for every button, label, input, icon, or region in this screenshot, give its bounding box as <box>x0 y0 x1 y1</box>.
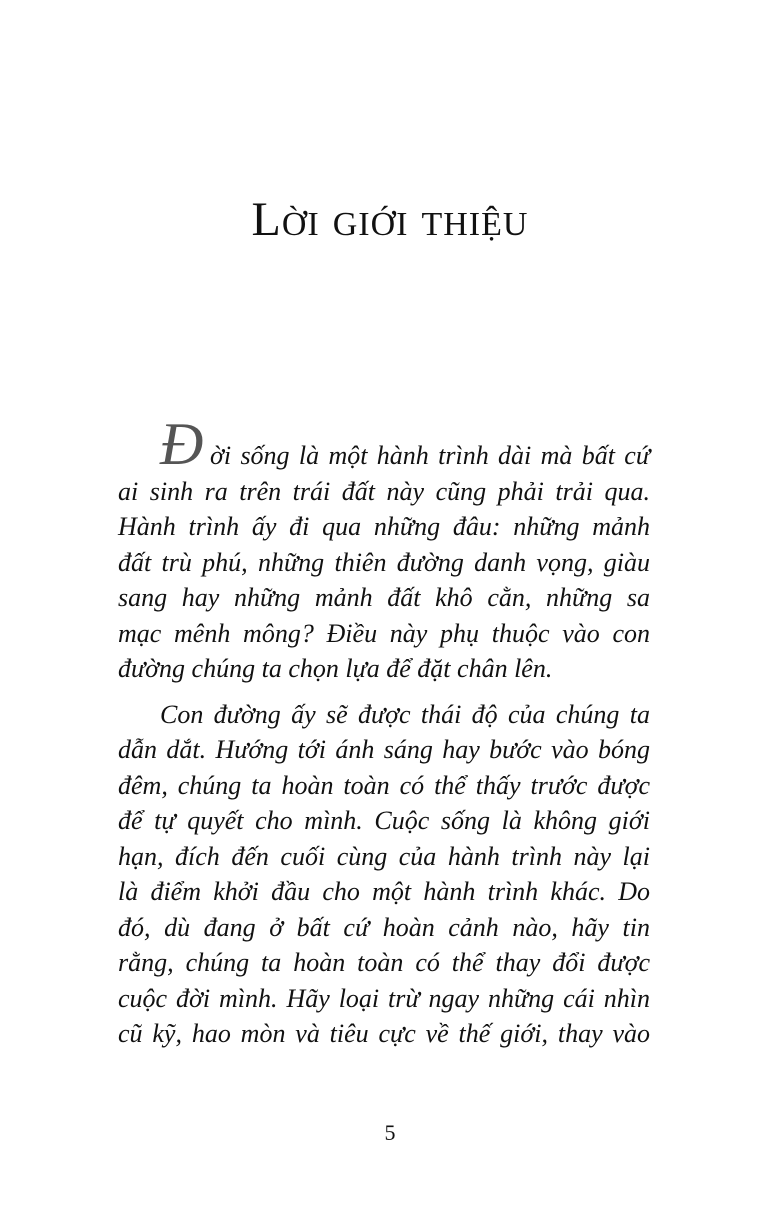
paragraph-1-line: ời sống là một hành trình dài mà bất cứ <box>210 441 650 470</box>
paragraph-1-line: đất trù phú, những thiên đường danh vọng, giàu <box>118 547 650 577</box>
paragraph-1-line: đường chúng ta chọn lựa để đặt chân lên. <box>118 654 553 683</box>
paragraph-2-line: cũ kỹ, hao mòn và tiêu cực về thế giới, thay vào <box>118 1019 650 1048</box>
paragraph-1 <box>118 412 650 687</box>
chapter-title: Lời giới thiệu <box>251 193 529 246</box>
paragraph-2-line: cuộc đời mình. Hãy loại trừ ngay những cái nhìn <box>118 983 650 1013</box>
paragraph-2-line: dẫn dắt. Hướng tới ánh sáng hay bước vào bóng <box>118 735 650 764</box>
paragraph-2-line: rằng, chúng ta hoàn toàn có thể thay đổi được <box>118 948 650 977</box>
paragraph-1-line: Hành trình ấy đi qua những đâu: những mảnh <box>118 512 650 541</box>
paragraph-2-line: hạn, đích đến cuối cùng của hành trình này lại <box>118 841 650 871</box>
paragraph-2-line: đêm, chúng ta hoàn toàn có thể thấy trước được <box>118 770 650 800</box>
paragraph-2-line: là điểm khởi đầu cho một hành trình khác. Do <box>118 877 650 906</box>
paragraph-1-line: sang hay những mảnh đất khô cằn, những sa <box>118 583 650 612</box>
drop-cap: Đ <box>160 411 204 477</box>
paragraph-2-line: đó, dù đang ở bất cứ hoàn cảnh nào, hãy tin <box>118 912 650 942</box>
body-text <box>118 412 650 1052</box>
paragraph-1-line: ai sinh ra trên trái đất này cũng phải trải qua. <box>118 476 650 506</box>
paragraph-2-line: để tự quyết cho mình. Cuộc sống là không giới <box>118 806 650 835</box>
paragraph-1-line: mạc mênh mông? Điều này phụ thuộc vào con <box>118 618 650 648</box>
page-number: 5 <box>384 1120 396 1145</box>
paragraph-2 <box>118 697 650 1052</box>
paragraph-2-line: Con đường ấy sẽ được thái độ của chúng ta <box>160 699 650 729</box>
